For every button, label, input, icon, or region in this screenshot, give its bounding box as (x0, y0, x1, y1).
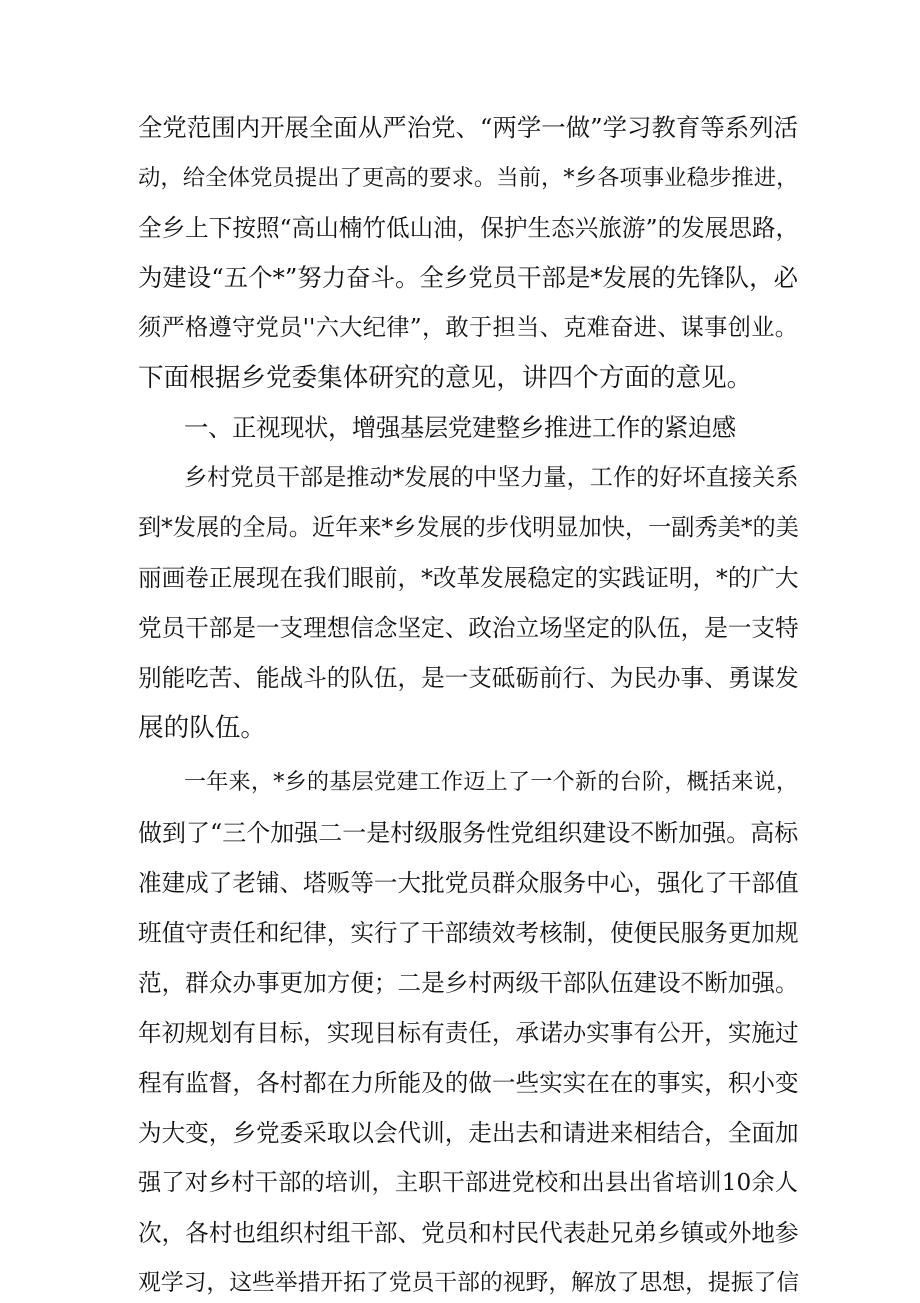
paragraph-line: 做到了“三个加强二一是村级服务性党组织建设不断加强。高标 (138, 819, 799, 847)
paragraph-line: 动，给全体党员提出了更高的要求。当前，*乡各项事业稳步推进， (138, 165, 799, 191)
paragraph-line: 准建成了老铺、塔贩等一大批党员群众服务中心，强化了干部值 (138, 869, 799, 897)
paragraph-line: 全乡上下按照“高山楠竹低山油，保护生态兴旅游”的发展思路， (138, 214, 800, 242)
paragraph-line: 范，群众办事更加方便；二是乡村两级干部队伍建设不断加强。 (138, 969, 799, 997)
paragraph-line: 到*发展的全局。近年来*乡发展的步伐明显加快，一副秀美*的美 (138, 514, 799, 541)
paragraph-line: 为建设“五个*”努力奋斗。全乡党员干部是*发展的先锋队，必 (138, 263, 798, 292)
paragraph-line: 下面根据乡党委集体研究的意见，讲四个方面的意见。 (138, 363, 753, 393)
paragraph-line: 须严格遵守党员''六大纪律”，敢于担当、克难奋进、谋事创业。 (138, 314, 798, 341)
paragraph-line: 乡村党员干部是推动*发展的中坚力量，工作的好坏直接关系 (184, 464, 799, 491)
paragraph-line: 年初规划有目标，实现目标有责任，承诺办实事有公开，实施过 (138, 1019, 799, 1047)
paragraph-line: 党员干部是一支理想信念坚定、政治立场坚定的队伍，是一支特 (138, 614, 799, 642)
paragraph-line: 程有监督，各村都在力所能及的做一些实实在在的事实，积小变 (138, 1069, 799, 1097)
paragraph-line: 丽画卷正展现在我们眼前，*改革发展稳定的实践证明，*的广大 (138, 564, 799, 592)
paragraph-line: 观学习，这些举措开拓了党员干部的视野，解放了思想，提振了信 (138, 1270, 800, 1296)
paragraph-line: 全党范围内开展全面从严治党、“两学一做”学习教育等系列活 (138, 113, 798, 142)
section-heading: 一、正视现状，增强基层党建整乡推进工作的紧迫感 (184, 413, 736, 442)
paragraph-line: 强了对乡村干部的培训，主职干部进党校和出县出省培训10余人 (138, 1169, 798, 1196)
paragraph-line: 别能吃苦、能战斗的队伍，是一支砥砺前行、为民办事、勇谋发 (138, 664, 799, 692)
paragraph-line: 展的队伍。 (138, 713, 266, 743)
paragraph-line: 班值守责任和纪律，实行了干部绩效考核制，使便民服务更加规 (138, 919, 799, 947)
paragraph-line: 一年来，*乡的基层党建工作迈上了一个新的台阶，概括来说， (184, 770, 798, 795)
paragraph-line: 为大变，乡党委采取以会代训，走出去和请进来相结合，全面加 (138, 1119, 799, 1147)
paragraph-line: 次，各村也组织村组干部、党员和村民代表赴兄弟乡镇或外地参 (138, 1219, 799, 1247)
